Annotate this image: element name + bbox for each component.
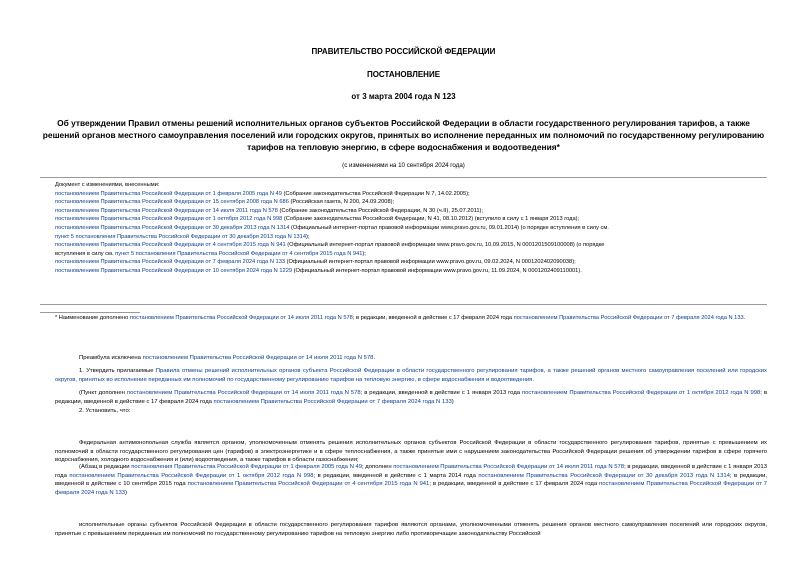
- fas-note: (Абзац в редакции постановления Правительства Российской Федерации от 1 февраля 2005 года N 49; дополнен постановлением Правительства Российской Федерации от 14 июля 2011 года N 578; в редакции, введенной в действие с 1 января 2013 года постановлением Правительства Российской Федерации от 1 октября 2012 года N 998; в редакции, введенной в действие с 1 марта 2014 года постановлением Правительства Российской Федерации от 30 декабря 2013 года N 1314; в редакции, введенной в действие с 10 сентября 2015 года постановлением Правительства Российской Федерации от 4 сентября 2015 года N 941; в редакции, введенной в действие с 17 февраля 2024 года постановлением Правительства Российской Федерации от 7 февраля 2024 года N 133): [55, 464, 767, 497]
- change-item: [55, 258, 767, 267]
- change-item-link[interactable]: постановлением Правительства Российской Федерации от 7 февраля 2024 года N 133: [55, 259, 286, 266]
- change-item-link[interactable]: постановлением Правительства Российской Федерации от 14 июля 2011 года N 578: [55, 207, 278, 214]
- change-item-link[interactable]: постановлением Правительства Российской Федерации от 4 сентября 2015 года N 941: [55, 242, 286, 249]
- preamble-link-578[interactable]: постановлением Правительства Российской Федерации от 14 июля 2011 года N 578: [142, 355, 374, 361]
- fas-note-link-49[interactable]: постановления Правительства Российской Федерации от 1 февраля 2005 года N 49: [131, 464, 363, 470]
- fas-note-link-998[interactable]: постановлением Правительства Российской Федерации от 1 октября 2012 года N 998: [69, 472, 314, 479]
- change-item: [55, 215, 767, 224]
- fas-note-link-133[interactable]: постановлением Правительства Российской Федерации от 7 февраля 2024 года N 133: [55, 481, 767, 497]
- change-item: [55, 267, 767, 276]
- government-heading: ПРАВИТЕЛЬСТВО РОССИЙСКОЙ ФЕДЕРАЦИИ: [311, 47, 496, 56]
- change-item-source: (Официальный интернет-портал правовой информации www.pravo.gov.ru, 09.02.2024, N 0001202402090038);: [285, 259, 576, 266]
- footnote-link-133[interactable]: постановлением Правительства Российской Федерации от 7 февраля 2024 года N 133: [513, 315, 744, 321]
- fas-paragraph: Федеральная антимонопольная служба является органом, уполномоченным отменять решения исполнительных органов субъектов Российской Федерации в области государственного регулирования тарифов, принятые с превышением их полномочий в области государственного регулирования цен (тарифов) в электроэнергетике и в сфере теплоснабжения, а также принятые ими с нарушением законодательства Российской Федерации решения об утверждении тарифов в сфере горячего водоснабжения, холодного водоснабжения и (или) водоотведения, а также тарифов в области газоснабжения;: [55, 440, 767, 464]
- document-date: от 3 марта 2004 года N 123: [351, 92, 456, 101]
- change-item-source: (Официальный интернет-портал правовой информации www.pravo.gov.ru, 09.01.2014) (о порядке вступления в силу см.: [289, 224, 609, 231]
- change-item-link[interactable]: постановлением Правительства Российской Федерации от 15 сентября 2008 года N 686: [55, 199, 289, 206]
- fas-note-link-941[interactable]: постановлением Правительства Российской Федерации от 4 сентября 2015 года N 941: [187, 481, 430, 488]
- document-title: Об утверждении Правил отмены решений исполнительных органов субъектов Российской Федерации в области государственного регулирования тарифов, а также решений органов местного самоуправления поселений или городских округов, принятых во исполнение переданных им полномочий по государственному регулированию тарифов на тепловую энергию, в сфере водоснабжения и водоотведения*: [42, 118, 765, 152]
- change-item-link[interactable]: постановлением Правительства Российской Федерации от 1 февраля 2005 года N 49: [55, 190, 282, 197]
- changes-box-top-rule: [40, 177, 767, 178]
- change-item: [55, 224, 767, 233]
- change-item: [55, 190, 767, 199]
- changes-date: (с изменениями на 10 сентября 2024 года): [342, 162, 465, 169]
- item1-note-link-578[interactable]: постановлением Правительства Российской Федерации от 14 июля 2011 года N 578: [126, 390, 361, 396]
- rules-link[interactable]: Правила отмены решений исполнительных органов субъекта Российской Федерации в области государственного регулирования тарифов, а также решений органов местного самоуправления поселений или городских округов, принятых во исполнение переданных им полномочий по государственному регулированию тарифов на тепловую энергию, в сфере водоснабжения и водоотведения: [55, 368, 767, 383]
- changes-box: [55, 181, 767, 276]
- change-item-link[interactable]: постановлением Правительства Российской Федерации от 30 декабря 2013 года N 1314: [55, 224, 290, 231]
- change-item: [55, 198, 767, 207]
- change-item-link[interactable]: пункт 5 постановления Правительства Российской Федерации от 4 сентября 2015 года N 941: [115, 250, 363, 257]
- changes-intro: Документ с изменениями, внесенными:: [55, 182, 160, 188]
- change-item-source: (Официальный интернет-портал правовой информации www.pravo.gov.ru, 10.09.2015, N 0001201509100008) (о порядке: [285, 242, 605, 249]
- preamble-note: Преамбула исключена постановлением Правительства Российской Федерации от 14 июля 2011 года N 578.: [79, 355, 376, 361]
- change-item-source: (Собрание законодательства Российской Федерации N 7, 14.02.2005);: [281, 190, 470, 197]
- change-item-link[interactable]: пункт 5 постановления Правительства Российской Федерации от 30 декабря 2013 года N 1314: [55, 233, 307, 240]
- item1-note-link-133[interactable]: постановлением Правительства Российской Федерации от 7 февраля 2024 года N 133: [213, 398, 452, 405]
- item-2: 2. Установить, что:: [79, 408, 131, 414]
- change-item-text: вступления в силу см.: [55, 250, 116, 257]
- item-1-note: (Пункт дополнен постановлением Правительства Российской Федерации от 14 июля 2011 года N 578; в редакции, введенной в действие с 1 января 2013 года постановлением Правительства Российской Федерации от 1 октября 2012 года N 998; в редакции, введенной в действие с 17 февраля 2024 года постановлением Правительства Российской Федерации от 7 февраля 2024 года N 133): [55, 390, 767, 405]
- change-item: [55, 233, 767, 242]
- change-item-link[interactable]: постановлением Правительства Российской Федерации от 10 сентября 2024 года N 1229: [55, 267, 293, 274]
- fas-note-link-1314[interactable]: постановлением Правительства Российской Федерации от 30 декабря 2013 года N 1314: [478, 472, 730, 479]
- change-item: [55, 241, 767, 250]
- item-1: 1. Утвердить прилагаемые Правила отмены решений исполнительных органов субъекта Российской Федерации в области государственного регулирования тарифов, а также решений органов местного самоуправления поселений или городских округов, принятых во исполнение переданных им полномочий по государственному регулированию тарифов на тепловую энергию, в сфере водоснабжения и водоотведения.: [55, 368, 767, 383]
- document-type: ПОСТАНОВЛЕНИЕ: [366, 70, 441, 79]
- footnote-separator: [40, 312, 140, 313]
- last-paragraph: исполнительные органы субъектов Российской Федерации в области государственного регулирования тарифов являются органами, уполномоченными отменять решения органов местного самоуправления поселений или городских округов, принятые с превышением переданных им полномочий по государственному регулированию тарифов на тепловую энергию либо противоречащие законодательству Российской: [55, 522, 767, 537]
- change-item-link[interactable]: постановлением Правительства Российской Федерации от 1 октября 2012 года N 998: [55, 216, 283, 223]
- footnote-link-578[interactable]: постановлением Правительства Российской Федерации от 14 июля 2011 года N 578: [129, 315, 353, 321]
- change-item-source: (Собрание законодательства Российской Федерации, N 30 (ч.II), 25.07.2011);: [277, 207, 484, 214]
- change-item-source: );: [362, 250, 366, 257]
- change-item: [55, 250, 767, 259]
- footnote: * Наименование дополнено постановлением Правительства Российской Федерации от 14 июля 2011 года N 578; в редакции, введенной в действие с 17 февраля 2024 года постановлением Правительства Российской Федерации от 7 февраля 2024 года N 133.: [55, 315, 746, 321]
- changes-box-bottom-rule: [40, 304, 767, 305]
- change-item-source: );: [306, 233, 310, 240]
- change-item-source: (Собрание законодательства Российской Федерации, N 41, 08.10.2012) (вступило в силу с 1 января 2013 года);: [282, 216, 580, 223]
- fas-note-link-578[interactable]: постановлением Правительства Российской Федерации от 14 июля 2011 года N 578: [393, 464, 625, 470]
- change-item: [55, 207, 767, 216]
- change-item-source: (Российская газета, N 200, 24.09.2008);: [288, 199, 395, 206]
- change-item-source: (Официальный интернет-портал правовой информации www.pravo.gov.ru, 11.09.2024, N 0001202409110001).: [292, 267, 582, 274]
- item1-note-link-998[interactable]: постановлением Правительства Российской Федерации от 1 октября 2012 года N 998: [521, 390, 761, 396]
